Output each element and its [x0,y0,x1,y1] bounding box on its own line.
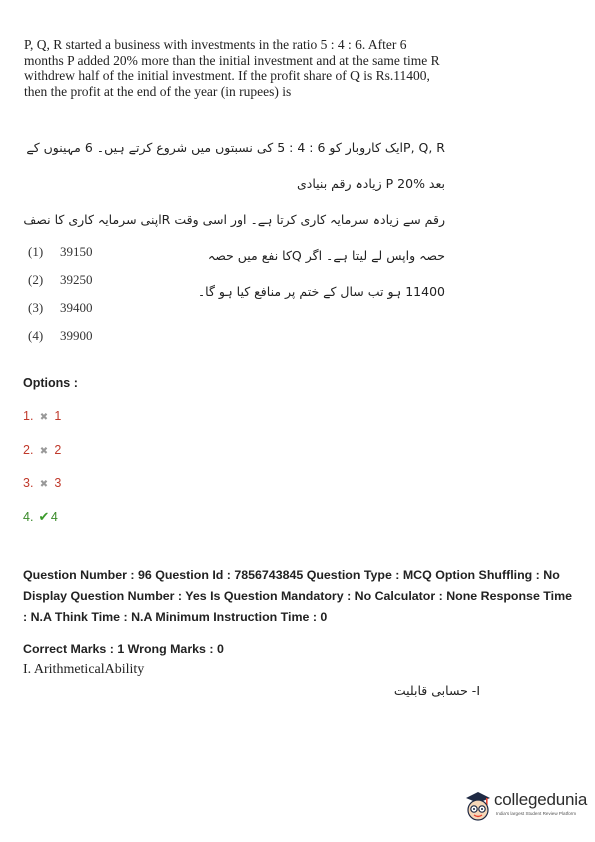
choice-item [28,299,93,327]
section-title-urdu: I- حسابی قابلیت [393,683,480,698]
urdu-line-2: رقم سے زیادہ سرمایہ کاری کرتا ہے۔ اور اسی وقت Rاپنی سرمایہ کاری کا نصف حصہ واپس لے لیتا ہے۔ اگر Qکا نفع میں حصہ [23,212,445,263]
answer-value: 3 [54,476,62,490]
meta-line: : N.A Think Time : N.A Minimum Instruction Time : 0 [23,610,328,624]
choice-value: 39400 [60,300,93,315]
cross-icon: ✖ [39,479,49,490]
urdu-line-3: 11400 ہو تب سال کے ختم پر منافع کیا ہو گا۔ [197,284,445,299]
choice-value: 39900 [60,328,93,343]
answer-number: 4. [23,509,34,524]
question-text-english: P, Q, R started a business with investments in the ratio 5 : 4 : 6. After 6 months P added 20% more than the initial investment and at the same time R withdrew half of the initial investment. If the profit share of Q is Rs.11400, then the profit at the end of the year (in rupees) is [24,37,440,99]
answer-value: 2 [54,442,62,457]
choice-number: (3) [28,300,44,315]
answer-item [23,408,61,442]
logo-mascot-icon [462,788,494,828]
logo-tagline: India's largest Student Review Platform [496,811,577,816]
choice-number: (2) [28,272,44,287]
choice-value: 39150 [60,244,93,259]
meta-line: Display Question Number : Yes Is Question Mandatory : No Calculator : None Response Time [23,589,572,603]
choice-number: (1) [28,244,44,259]
choice-value: 39250 [60,272,93,287]
collegedunia-logo [462,788,590,828]
choice-item [28,243,93,271]
answer-item [23,442,61,476]
choice-number: (4) [28,328,44,343]
question-meta [23,565,583,628]
choice-item [28,327,93,355]
cross-icon: ✖ [39,445,49,457]
answer-key-list [23,408,61,542]
cross-icon: ✖ [39,412,49,423]
answer-item [23,475,61,509]
answer-number: 2. [23,442,34,457]
logo-wordmark: collegedunia [494,790,588,809]
meta-line: Question Number : 96 Question Id : 7856743845 Question Type : MCQ Option Shuffling : No [23,568,560,582]
answer-number: 1. [23,409,34,423]
choice-item [28,271,93,299]
answer-item-correct [23,509,61,543]
section-title-english: I. ArithmeticalAbility [23,662,145,677]
urdu-line-1: P, Q, Rایک کاروبار کو 6 : 4 : 5 کی نسبتوں میں شروع کرتے ہیں۔ 6 مہینوں کے بعد P 20% زیادہ رقم بنیادی [26,140,445,191]
marks-info: Correct Marks : 1 Wrong Marks : 0 [23,642,224,656]
answer-value: 4 [50,509,58,524]
answer-number: 3. [23,476,34,490]
options-heading: Options : [23,376,78,390]
answer-value: 1 [54,409,62,423]
choice-list [28,243,93,355]
check-icon: ✔ [38,508,50,524]
